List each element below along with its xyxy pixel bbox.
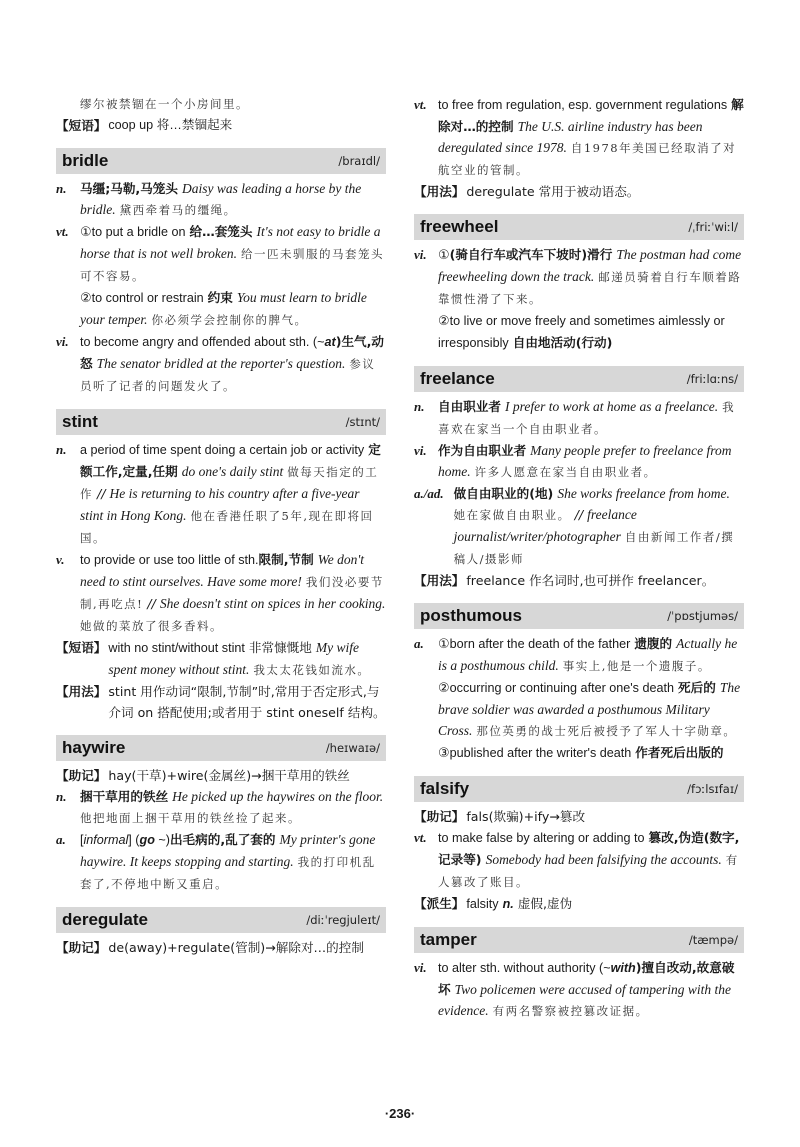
phrase: with no stint/without stint — [108, 641, 245, 655]
example-translation: 他把地面上捆干草用的铁丝捡了起来。 — [80, 811, 301, 825]
headword-bar-freelance — [414, 366, 744, 392]
headword-bar-falsify — [414, 776, 744, 802]
example: My wife spent money without stint. — [108, 640, 359, 677]
right-column — [414, 94, 744, 1022]
sense-bridle-n — [56, 178, 386, 221]
sense-posthumous-a2 — [414, 677, 744, 742]
coop-phrase: coop up 将…禁锢起来 — [108, 118, 233, 132]
headword: posthumous — [420, 606, 522, 625]
chinese-meaning: 解除对…的控制 — [438, 97, 744, 134]
derivative-tag: 【派生】 — [414, 896, 465, 911]
example: My printer's gone haywire. It keeps stopping and starting. — [80, 832, 376, 869]
collocation: go — [139, 833, 155, 847]
example: Many people prefer to freelance from home. — [438, 443, 732, 479]
continued-translation: 缪尔被禁锢在一个小房间里。 — [80, 97, 249, 111]
example: He picked up the haywires on the floor. — [172, 789, 384, 804]
definition: to free from regulation, esp. government regulations — [438, 98, 728, 112]
definition: to become angry and offended about sth. (~ — [80, 335, 325, 349]
sense-number: ② — [438, 681, 450, 696]
sense-stint-v — [56, 549, 386, 637]
chinese-meaning: 定额工作,定量,任期 — [80, 442, 381, 479]
definition: published after the writer's death — [449, 746, 632, 760]
part-of-speech: vt. — [56, 224, 69, 239]
sense-bridle-vt1 — [56, 221, 386, 287]
sense-bridle-vt2 — [56, 287, 386, 331]
sense-posthumous-a3 — [414, 742, 744, 764]
chinese-meaning: 作者死后出版的 — [635, 745, 724, 760]
derivative-word: falsity — [466, 897, 499, 911]
headword: freelance — [420, 369, 495, 388]
chinese-meaning: 死后的 — [678, 680, 716, 695]
headword-bar-stint — [56, 409, 386, 435]
sense-number: ② — [438, 314, 450, 329]
page-number: ·236· — [384, 1106, 416, 1121]
example-translation: 那位英勇的战士死后被授予了军人十字勋章。 — [476, 724, 737, 738]
headword: tamper — [420, 930, 477, 949]
chinese-meaning: 限制,节制 — [258, 552, 314, 567]
sense-number: ② — [80, 291, 92, 306]
phrase-tag: 【短语】 — [56, 640, 107, 655]
pronunciation: /braɪdl/ — [338, 154, 380, 168]
example: The U.S. airline industry has been deregulated since 1978. — [438, 119, 703, 155]
part-of-speech: vi. — [414, 960, 427, 975]
example: Actually he is a posthumous child. — [438, 636, 738, 673]
memo-tag: 【助记】 — [414, 809, 465, 824]
sense-freelance-aad — [414, 483, 744, 570]
headword: stint — [62, 412, 98, 431]
definition: to live or move freely and sometimes aimlessly or irresponsibly — [438, 314, 725, 350]
coop-phrase-line — [56, 115, 386, 136]
headword: bridle — [62, 151, 109, 170]
chinese-meaning: )擅自改动,故意破坏 — [438, 960, 735, 997]
stint-phrase — [56, 637, 386, 681]
chinese-meaning: (骑自行车或汽车下坡时)滑行 — [449, 247, 613, 262]
sense-deregulate-vt — [414, 94, 744, 181]
chinese-meaning: 作为自由职业者 — [438, 443, 527, 458]
headword-bar-deregulate — [56, 907, 386, 933]
sense-freewheel-vi1 — [414, 244, 744, 310]
part-of-speech: n. — [414, 399, 425, 414]
headword: falsify — [420, 779, 470, 798]
separator: // — [97, 486, 106, 501]
example: freelance journalist/writer/photographer — [453, 507, 637, 544]
part-of-speech: vi. — [414, 247, 427, 262]
part-of-speech: n. — [502, 897, 514, 911]
sense-freelance-vi — [414, 440, 744, 483]
part-of-speech: vt. — [414, 97, 427, 112]
definition: occurring or continuing after one's death — [449, 681, 674, 695]
pronunciation: /stɪnt/ — [345, 415, 380, 429]
definition: a period of time spent doing a certain job or activity — [80, 443, 365, 457]
sense-freelance-n — [414, 396, 744, 440]
example: He is returning to his country after a five-year stint in Hong Kong. — [80, 486, 360, 523]
example-translation: 她在家做自由职业。 — [453, 508, 571, 522]
chinese-meaning: 遗腹的 — [634, 636, 673, 651]
definition: to control or restrain — [91, 291, 204, 305]
pronunciation: /friːlɑːns/ — [686, 372, 738, 386]
label-bracket: ] ( — [128, 833, 140, 847]
example: She works freelance from home. — [557, 486, 730, 501]
pronunciation: /diːˈregjuleɪt/ — [306, 913, 380, 927]
part-of-speech: vi. — [56, 334, 69, 349]
example: The senator bridled at the reporter's question. — [96, 356, 346, 371]
chinese-meaning: 出毛病的,乱了套的 — [169, 832, 276, 847]
chinese-meaning: 给…套笼头 — [189, 224, 253, 239]
label-bracket: [ — [80, 833, 84, 847]
headword-bar-tamper — [414, 927, 744, 953]
collocation: with — [610, 961, 636, 975]
headword: deregulate — [62, 910, 148, 929]
headword: freewheel — [420, 217, 499, 236]
pronunciation: /ˌfriːˈwiːl/ — [688, 220, 738, 234]
pronunciation: /heɪwaɪə/ — [325, 741, 380, 755]
chinese-meaning: 非常慷慨地 — [248, 640, 312, 655]
sense-haywire-a — [56, 829, 386, 895]
separator: // — [147, 596, 156, 611]
haywire-memo — [56, 765, 386, 786]
part-of-speech: vi. — [414, 443, 427, 458]
example-translation: 许多人愿意在家当自由职业者。 — [474, 465, 657, 479]
headword-bar-posthumous — [414, 603, 744, 629]
sense-haywire-n — [56, 786, 386, 829]
left-column — [56, 94, 386, 958]
example-translation: 有人篡改了账目。 — [438, 853, 739, 889]
sense-number: ③ — [438, 746, 450, 761]
example: The postman had come freewheeling down the track. — [438, 247, 742, 284]
collocation: at — [324, 335, 336, 349]
headword-bar-bridle — [56, 148, 386, 174]
chinese-meaning: )生气,动怒 — [80, 334, 385, 371]
usage-note: stint 用作动词“限制,节制”时,常用于否定形式,与介词 on 搭配使用;或者用于 stint oneself 结构。 — [108, 684, 386, 720]
example-translation: 她做的菜放了很多香料。 — [80, 619, 223, 633]
definition: to make false by altering or adding to — [438, 831, 645, 845]
example-translation: 他在香港任职了5年,现在即将回国。 — [80, 509, 374, 545]
sense-posthumous-a1 — [414, 633, 744, 677]
example-translation: 我太太花钱如流水。 — [253, 663, 371, 677]
sense-number: ① — [438, 248, 450, 263]
sense-number: ① — [80, 225, 92, 240]
part-of-speech: a. — [414, 636, 424, 651]
example-translation: 参议员听了记者的问题发火了。 — [80, 357, 376, 393]
example-translation: 给一匹未驯服的马套笼头可不容易。 — [80, 247, 385, 283]
definition: to put a bridle on — [91, 225, 186, 239]
headword-bar-haywire — [56, 735, 386, 761]
usage-tag: 【用法】 — [56, 684, 107, 699]
sense-bridle-vi — [56, 331, 386, 397]
usage-tag: 【用法】 — [414, 184, 465, 199]
chinese-meaning: 做自由职业的(地) — [453, 486, 554, 501]
chinese-meaning: 自由职业者 — [438, 399, 501, 414]
part-of-speech: n. — [56, 181, 67, 196]
chinese-meaning: 马缰;马勒,马笼头 — [80, 181, 178, 196]
example: Two policemen were accused of tampering with the evidence. — [438, 982, 731, 1018]
freelance-usage — [414, 570, 744, 591]
sense-tamper-vi — [414, 957, 744, 1022]
example: Somebody had been falsifying the accounts. — [485, 852, 722, 867]
example: I prefer to work at home as a freelance. — [504, 399, 719, 414]
memo-tag: 【助记】 — [56, 940, 107, 955]
definition: to provide or use too little of sth. — [80, 553, 259, 567]
falsify-memo — [414, 806, 744, 827]
part-of-speech: v. — [56, 552, 65, 567]
example-translation: 有两名警察被控篡改证据。 — [492, 1004, 649, 1018]
stint-usage — [56, 681, 386, 723]
part-of-speech: a. — [56, 832, 66, 847]
definition: to alter sth. without authority (~ — [438, 961, 611, 975]
label-bracket: ~) — [154, 833, 170, 847]
example-translation: 事实上,他是一个遗腹子。 — [562, 659, 711, 673]
part-of-speech: vt. — [414, 830, 427, 845]
memo: fals(欺骗)+ify→篡改 — [466, 809, 586, 824]
separator: // — [574, 507, 584, 522]
headword-bar-freewheel — [414, 214, 744, 240]
chinese-meaning: 篡改,伪造(数字,记录等) — [438, 830, 740, 867]
example: It's not easy to bridle a horse that is not well broken. — [80, 224, 381, 261]
example-translation: 我的打印机乱套了,不停地中断又重启。 — [80, 855, 376, 891]
example-translation: 黛西牵着马的缰绳。 — [119, 203, 237, 217]
sense-falsify-vt — [414, 827, 744, 893]
sense-number: ① — [438, 637, 450, 652]
continued-text — [56, 94, 386, 115]
falsify-derivative — [414, 893, 744, 915]
headword: haywire — [62, 738, 126, 757]
chinese-meaning: 自由地活动(行动) — [512, 335, 613, 350]
sense-freewheel-vi2 — [414, 310, 744, 354]
chinese-meaning: 捆干草用的铁丝 — [80, 789, 169, 804]
example-translation: 做每天指定的工作 — [80, 465, 379, 501]
example: She doesn't stint on spices in her cooking. — [159, 596, 386, 611]
sense-stint-n — [56, 439, 386, 549]
memo: hay(干草)+wire(金属丝)→捆干草用的铁丝 — [108, 768, 350, 783]
memo-tag: 【助记】 — [56, 768, 107, 783]
example-translation: 自由新闻工作者/撰稿人/摄影师 — [453, 530, 735, 566]
pronunciation: /fɔːlsɪfaɪ/ — [687, 782, 738, 796]
example-translation: 自1978年美国已经取消了对航空业的管制。 — [438, 141, 737, 177]
phrase-tag: 【短语】 — [56, 118, 107, 133]
example: You must learn to bridle your temper. — [80, 290, 367, 327]
example-translation: 邮递员骑着自行车顺着路靠惯性滑了下来。 — [438, 270, 742, 306]
example: We don't need to stint ourselves. Have some more! — [80, 552, 364, 589]
memo: de(away)+regulate(管制)→解除对…的控制 — [108, 940, 364, 955]
pronunciation: /ˈpɒstjuməs/ — [667, 609, 738, 623]
deregulate-usage — [414, 181, 744, 202]
part-of-speech: n. — [56, 442, 67, 457]
example-translation: 你必须学会控制你的脾气。 — [151, 313, 308, 327]
chinese-meaning: 约束 — [207, 290, 233, 305]
register-label: informal — [83, 833, 129, 847]
usage-note: deregulate 常用于被动语态。 — [466, 184, 640, 199]
example: The brave soldier was awarded a posthumous Military Cross. — [438, 680, 741, 738]
example-translation: 我喜欢在家当一个自由职业者。 — [438, 400, 736, 436]
pronunciation: /tæmpə/ — [688, 933, 738, 947]
example: Daisy was leading a horse by the bridle. — [80, 181, 362, 217]
part-of-speech: n. — [56, 789, 67, 804]
deregulate-memo — [56, 937, 386, 958]
example-translation: 我们没必要节制,再吃点! — [80, 575, 384, 611]
example: do one's daily stint — [181, 464, 284, 479]
chinese-meaning: 虚假,虚伪 — [517, 896, 573, 911]
part-of-speech: a./ad. — [414, 486, 444, 501]
usage-tag: 【用法】 — [414, 573, 465, 588]
usage-note: freelance 作名词时,也可拼作 freelancer。 — [466, 573, 715, 588]
definition: born after the death of the father — [449, 637, 631, 651]
